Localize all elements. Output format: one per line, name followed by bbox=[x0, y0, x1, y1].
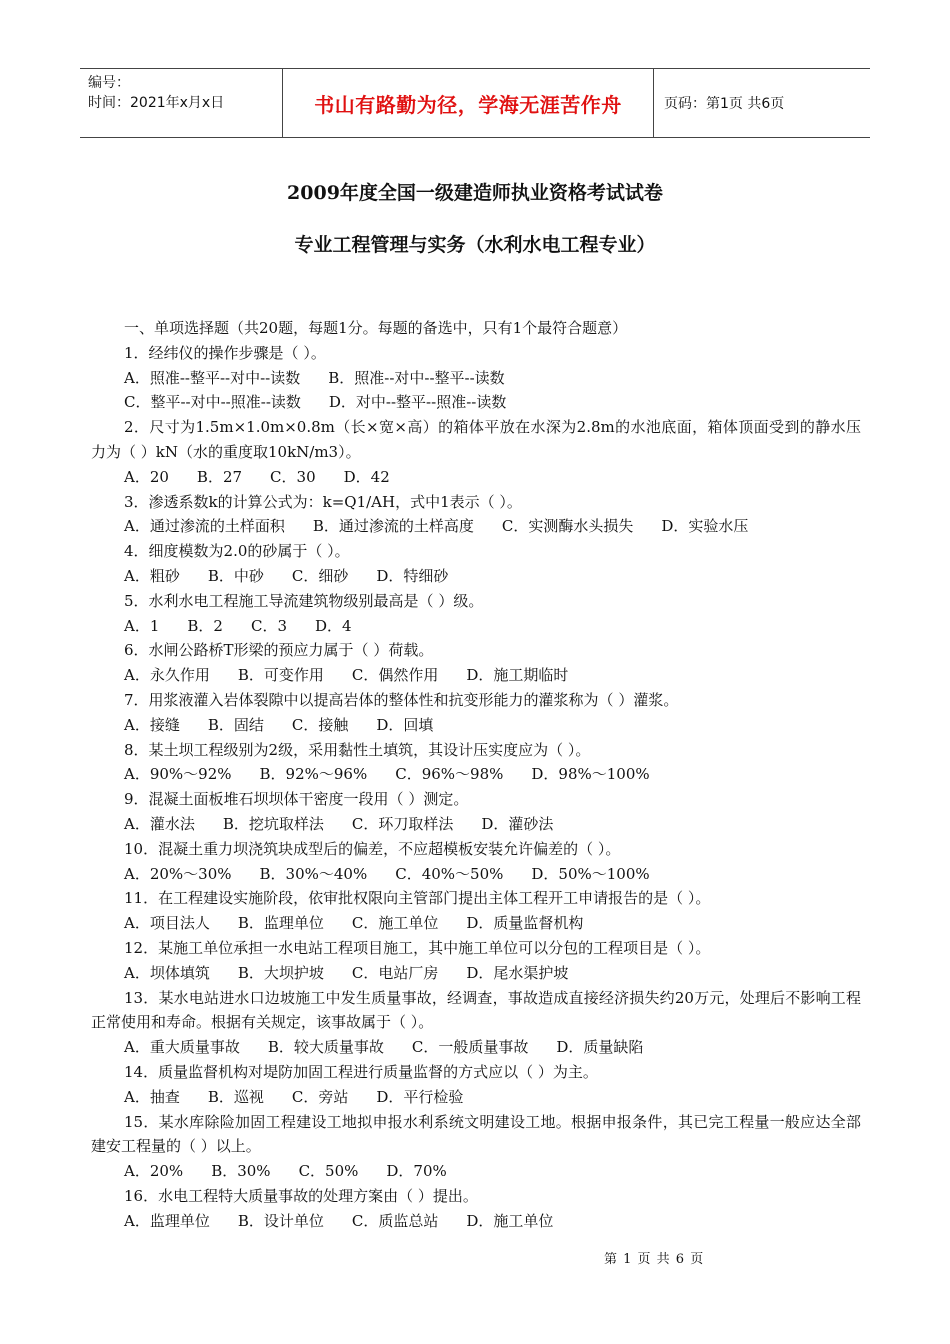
answer-option: B．可变作用 bbox=[237, 666, 324, 685]
options-row bbox=[91, 614, 861, 639]
options-row bbox=[91, 366, 861, 391]
answer-option: C．旁站 bbox=[291, 1087, 349, 1106]
question-1: 1．经纬仪的操作步骤是（ ）。 bbox=[124, 343, 326, 362]
answer-option: C．一般质量事故 bbox=[411, 1038, 529, 1057]
answer-option: A．20%～30% bbox=[124, 864, 232, 883]
answer-option: A．1 bbox=[124, 616, 160, 635]
answer-option: D．平行检验 bbox=[376, 1087, 464, 1106]
section-heading: 一、单项选择题（共20题，每题1分。每题的备选中，只有1个最符合题意） bbox=[124, 319, 628, 337]
question-9: 9．混凝土面板堆石坝坝体干密度一段用（ ）测定。 bbox=[124, 790, 469, 809]
answer-option: B．设计单位 bbox=[237, 1211, 324, 1230]
options-row bbox=[91, 514, 861, 539]
question-13: 13．某水电站进水口边坡施工中发生质量事故，经调查，事故造成直接经济损失约20万元，处理后不影响工程正常使用和寿命。根据有关规定，该事故属于（ ）。 bbox=[91, 988, 861, 1032]
answer-option: C．环刀取样法 bbox=[351, 814, 454, 833]
answer-option: C．质监总站 bbox=[351, 1211, 439, 1230]
answer-option: B．30%～40% bbox=[259, 864, 368, 883]
answer-option: A．抽查 bbox=[124, 1087, 180, 1106]
answer-option: D．尾水渠护坡 bbox=[466, 963, 569, 982]
page-footer: 第 1 页 共 6 页 bbox=[604, 1252, 705, 1267]
options-row bbox=[91, 812, 861, 837]
answer-option: B．大坝护坡 bbox=[237, 963, 324, 982]
answer-option: D．质量监督机构 bbox=[466, 914, 584, 933]
question-8: 8．某土坝工程级别为2级，采用黏性土填筑，其设计压实度应为（ ）。 bbox=[124, 740, 591, 759]
options-row bbox=[91, 465, 861, 490]
exam-subtitle: 专业工程管理与实务（水利水电工程专业） bbox=[294, 234, 656, 256]
question-4: 4．细度模数为2.0的砂属于（ ）。 bbox=[124, 542, 350, 561]
answer-option: C．细砂 bbox=[291, 566, 349, 585]
code-label: 编号： bbox=[88, 75, 130, 91]
question-14: 14．质量监督机构对堤防加固工程进行质量监督的方式应以（ ）为主。 bbox=[124, 1062, 598, 1081]
answer-option: D．实验水压 bbox=[661, 517, 749, 536]
answer-option: D．50%～100% bbox=[531, 864, 650, 883]
options-row bbox=[91, 564, 861, 589]
answer-option: C．3 bbox=[250, 616, 287, 635]
options-row bbox=[91, 862, 861, 887]
answer-option: A．20% bbox=[124, 1162, 184, 1181]
answer-option: C．电站厂房 bbox=[351, 963, 439, 982]
answer-option: A．照准--整平--对中--读数 bbox=[124, 368, 301, 387]
answer-option: D．质量缺陷 bbox=[556, 1038, 644, 1057]
answer-option: A．监理单位 bbox=[124, 1211, 210, 1230]
question-15: 15．某水库除险加固工程建设工地拟申报水利系统文明建设工地。根据申报条件，其已完工程量一般应达全部建安工程量的（ ）以上。 bbox=[91, 1112, 861, 1156]
answer-option: A．项目法人 bbox=[124, 914, 210, 933]
answer-option: C．40%～50% bbox=[395, 864, 504, 883]
answer-option: C．整平--对中--照准--读数 bbox=[124, 393, 301, 412]
options-row bbox=[91, 911, 861, 936]
answer-option: B．92%～96% bbox=[259, 765, 368, 784]
page-header bbox=[80, 68, 870, 138]
answer-option: C．施工单位 bbox=[351, 914, 439, 933]
answer-option: C．30 bbox=[270, 467, 316, 486]
time-label: 时间：2021年x月x日 bbox=[88, 95, 225, 111]
answer-option: B．30% bbox=[211, 1162, 271, 1181]
answer-option: B．监理单位 bbox=[237, 914, 324, 933]
options-row bbox=[91, 1035, 861, 1060]
options-row bbox=[91, 1085, 861, 1110]
options-row bbox=[91, 762, 861, 787]
answer-option: A．90%～92% bbox=[124, 765, 232, 784]
answer-option: A．永久作用 bbox=[124, 666, 210, 685]
options-row bbox=[91, 961, 861, 986]
answer-option: B．通过渗流的土样高度 bbox=[312, 517, 474, 536]
answer-option: B．固结 bbox=[207, 715, 264, 734]
answer-option: D．施工期临时 bbox=[466, 666, 569, 685]
answer-option: C．实测酶水头损失 bbox=[501, 517, 634, 536]
answer-option: B．照准--对中--整平--读数 bbox=[328, 368, 505, 387]
answer-option: A．通过渗流的土样面积 bbox=[124, 517, 285, 536]
header-page-info: 页码：第1页 共6页 bbox=[664, 96, 785, 112]
answer-option: A．粗砂 bbox=[124, 566, 180, 585]
answer-option: D．灌砂法 bbox=[481, 814, 554, 833]
options-row bbox=[91, 1159, 861, 1184]
answer-option: B．挖坑取样法 bbox=[222, 814, 324, 833]
answer-option: B．巡视 bbox=[207, 1087, 264, 1106]
answer-option: D．70% bbox=[386, 1162, 447, 1181]
question-2: 2．尺寸为1.5m×1.0m×0.8m（长×宽×高）的箱体平放在水深为2.8m的水池底面，箱体顶面受到的静水压力为（ ）kN（水的重度取10kN/m3）。 bbox=[91, 418, 861, 461]
answer-option: D．回填 bbox=[376, 715, 434, 734]
answer-option: B．中砂 bbox=[207, 566, 264, 585]
answer-option: A．接缝 bbox=[124, 715, 180, 734]
answer-option: C．偶然作用 bbox=[351, 666, 439, 685]
answer-option: A．20 bbox=[124, 467, 169, 486]
options-row bbox=[91, 1209, 861, 1234]
answer-option: D．对中--整平--照准--读数 bbox=[328, 393, 507, 412]
answer-option: D．施工单位 bbox=[466, 1211, 554, 1230]
question-10: 10．混凝土重力坝浇筑块成型后的偏差，不应超模板安装允许偏差的（ ）。 bbox=[124, 839, 621, 858]
question-3: 3．渗透系数k的计算公式为：k=Q1/AH，式中1表示（ ）。 bbox=[124, 492, 522, 511]
exam-title: 2009年度全国一级建造师执业资格考试试卷 bbox=[287, 182, 663, 204]
answer-option: B．2 bbox=[187, 616, 223, 635]
question-6: 6．水闸公路桥T形梁的预应力属于（ ）荷载。 bbox=[124, 641, 434, 660]
question-5: 5．水利水电工程施工导流建筑物级别最高是（ ）级。 bbox=[124, 591, 484, 610]
answer-option: B．较大质量事故 bbox=[267, 1038, 384, 1057]
question-list bbox=[91, 316, 861, 1233]
answer-option: D．特细砂 bbox=[376, 566, 449, 585]
answer-option: D．4 bbox=[315, 616, 352, 635]
question-12: 12．某施工单位承担一水电站工程项目施工，其中施工单位可以分包的工程项目是（ ）。 bbox=[124, 938, 711, 957]
answer-option: D．42 bbox=[343, 467, 390, 486]
answer-option: A．重大质量事故 bbox=[124, 1038, 240, 1057]
answer-option: A．坝体填筑 bbox=[124, 963, 210, 982]
answer-option: D．98%～100% bbox=[531, 765, 650, 784]
answer-option: C．50% bbox=[298, 1162, 359, 1181]
answer-option: C．96%～98% bbox=[395, 765, 504, 784]
options-row bbox=[91, 663, 861, 688]
options-row bbox=[91, 390, 861, 415]
question-7: 7．用浆液灌入岩体裂隙中以提高岩体的整体性和抗变形能力的灌浆称为（ ）灌浆。 bbox=[124, 690, 679, 709]
question-11: 11．在工程建设实施阶段，依审批权限向主管部门提出主体工程开工申请报告的是（ ）。 bbox=[124, 889, 711, 908]
options-row bbox=[91, 713, 861, 738]
answer-option: B．27 bbox=[196, 467, 243, 486]
question-16: 16．水电工程特大质量事故的处理方案由（ ）提出。 bbox=[124, 1186, 478, 1205]
header-motto: 书山有路勤为径，学海无涯苦作舟 bbox=[282, 69, 654, 137]
answer-option: A．灌水法 bbox=[124, 814, 195, 833]
header-meta bbox=[88, 73, 284, 113]
answer-option: C．接触 bbox=[291, 715, 349, 734]
